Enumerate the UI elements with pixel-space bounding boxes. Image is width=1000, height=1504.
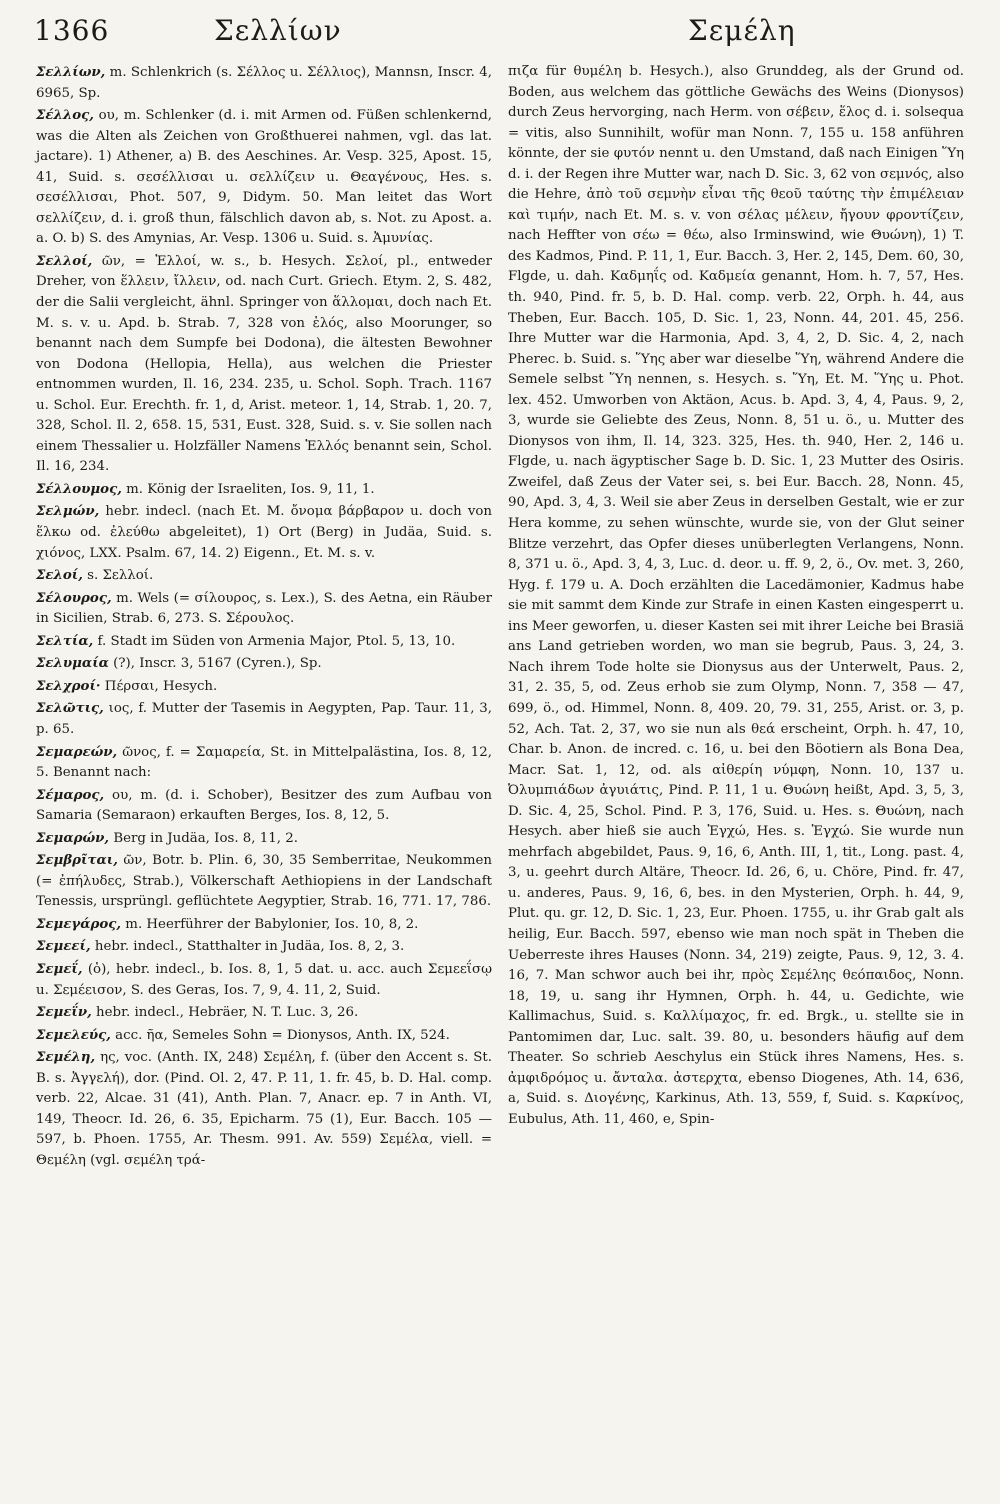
dictionary-entry bbox=[36, 959, 492, 1001]
entry-text: ιος, f. Mutter der Tasemis in Aegypten, Pap. Taur. 11, 3, p. 65. bbox=[36, 701, 492, 737]
dictionary-entry bbox=[36, 936, 492, 958]
entry-text: m. Heerführer der Babylonier, Ios. 10, 8, 2. bbox=[121, 916, 419, 932]
entry-headword: Σεμελεύς, bbox=[36, 1026, 111, 1043]
entry-headword: Σεμαρεών, bbox=[36, 743, 118, 760]
entry-headword: Σελλίων, bbox=[36, 64, 106, 80]
entry-headword: Σεμβρῖται, bbox=[36, 852, 118, 869]
entry-text: ης, voc. (Anth. IX, 248) Σεμέλη, f. (über den Accent s. St. B. s. Ἀγγελή), dor. (Pind. Ol. 2, 47. P. 11, 1. fr. 45, b. D. Hal. comp. verb. 22, Alcae. 31 (41), Anth. Plan. 7, Anacr. ep. 7 in Anth. VI, 149, Theocr. Id. 26, 6. 35, Epicharm. 75 (1), Eur. Bacch. 105 — 597, b. Phoen. 1755, Ar. Thesm. 991. Av. 559) Σεμέλα, viell. = Θεμέλη (vgl. σεμέλη τρά- bbox=[36, 1050, 492, 1168]
entry-text: (ὁ), hebr. indecl., b. Ios. 8, 1, 5 dat. u. acc. auch Σεμεεΐσῳ u. Σεμέεισον, S. des Geras, Ios. 7, 9, 4. 11, 2, Suid. bbox=[36, 961, 492, 998]
entry-text: m. Schlenkrich (s. Σέλλος u. Σέλλιος), Mannsn, Inscr. 4, 6965, Sp. bbox=[36, 65, 492, 101]
dictionary-entry bbox=[36, 565, 492, 587]
dictionary-entry bbox=[36, 676, 492, 698]
entry-text: πιζα für θυμέλη b. Hesych.), also Grunddeg, als der Grund od. Boden, aus welchem das göttliche Gewächs des Weins (Dionysos) durch Zeus hervorging, nach Herm. von σέβειν, ἕλος d. i. solsequa = vitis, also Sunnihilt, wofür man Nonn. 7, 155 u. 158 anführen könnte, der sie φυτόν nennt u. den Umstand, daß nach Einigen Ὕη d. i. der Regen ihre Mutter war, nach D. Sic. 3, 62 von σεμνός, also die Hehre, ἀπὸ τοῦ σεμνὴν εἶναι τῆς θεοῦ ταύτης τὴν ἐπιμέλειαν καὶ τιμήν, nach Et. M. s. v. von σέλας μέλειν, ἤγουν φροντίζειν, nach Heffter von σέω = θέω, also Irminswind, wie Θυώνη), 1) T. des Kadmos, Pind. P. 11, 1, Eur. Bacch. 3, Her. 2, 145, Dem. 60, 30, Flgde, u. dah. Καδμηΐς od. Καδμεία genannt, Hom. h. 7, 57, Hes. th. 940, Pind. fr. 5, b. D. Hal. comp. verb. 22, Orph. h. 44, aus Theben, Eur. Bacch. 105, D. Sic. 1, 23, Nonn. 44, 201. 45, 256. Ihre Mutter war die Harmonia, Apd. 3, 4, 2, D. Sic. 4, 2, nach Pherec. b. Suid. s. Ὕης aber war dieselbe Ὕη, während Andere die Semele selbst Ὕη nennen, s. Hesych. s. Ὕη, Et. M. Ὕης u. Phot. lex. 452. Umworben von Aktäon, Acus. b. Apd. 3, 4, 4, Paus. 9, 2, 3, wurde sie Geliebte des Zeus, Nonn. 8, 51 u. ö., u. Mutter des Dionysos von ihm, Il. 14, 323. 325, Hes. th. 940, Her. 2, 146 u. Flgde, u. nach ägyptischer Sage b. D. Sic. 1, 23 Mutter des Osiris. Zweifel, daß Zeus der Vater sei, s. bei Eur. Bacch. 28, Nonn. 45, 90, Apd. 3, 4, 3. Weil sie aber Zeus in derselben Gestalt, wie er zur Hera komme, zu sehen wünschte, wurde sie, von der Glut seiner Blitze verzehrt, das Opfer dieses unüberlegten Verlangens, Nonn. 8, 371 u. ö., Apd. 3, 4, 3, Luc. d. deor. u. ff. 9, 2, ö., Ov. met. 3, 260, Hyg. f. 179 u. A. Doch erzählten die Lacedämonier, Kadmus habe sie mit sammt dem Kinde zur Strafe in einen Kasten eingesperrt u. ins Meer geworfen, u. dieser Kasten sei mit ihrer Leiche bei Brasiä ans Land getrieben worden, wo man sie begrub, Paus. 3, 24, 3. Nach ihrem Tode holte sie Dionysus aus der Unterwelt, Paus. 2, 31, 2. 35, 5, od. Zeus erhob sie zum Olymp, Nonn. 7, 358 — 47, 699, ö., od. Himmel, Nonn. 8, 409. 20, 79. 31, 255, Arist. or. 3, p. 52, Ach. Tat. 2, 37, wo sie nun als θεά erscheint, Orph. h. 47, 10, Char. b. Anon. de incred. c. 16, u. bei den Böotiern als Bona Dea, Macr. Sat. 1, 12, od. als αἰθερίη νύμφη, Nonn. 10, 137 u. Ὀλυμπιάδων ἀγυιάτις, Pind. P. 11, 1 u. Θυώνη heißt, Apd. 3, 5, 3, D. Sic. 4, 25, Schol. Pind. P. 3, 176, Suid. u. Hes. s. Θυώνη, nach Hesych. aber hieß sie auch Ἐγχώ, Hes. s. Ἐγχώ. Sie wurde nun mehrfach abgebildet, Paus. 9, 16, 6, Anth. III, 1, tit., Long. past. 4, 3, u. geehrt durch Altäre, Theocr. Id. 26, 6, u. Chöre, Pind. fr. 47, u. anderes, Paus. 9, 16, 6, bes. in den Mysterien, Orph. h. 44, 9, Plut. qu. gr. 12, D. Sic. 1, 23, Eur. Phoen. 1755, u. ihr Grab galt als heilig, Eur. Bacch. 597, ebenso wie man noch spät in Theben die Ueberreste ihres Hauses (Nonn. 34, 219) zeigte, Paus. 9, 12, 3. 4. 16, 7. Man schwor auch bei ihr, πρὸς Σεμέλης θεόπαιδος, Nonn. 18, 19, u. sang ihr Hymnen, Orph. h. 44, u. Gedichte, wie Kallimachus, Suid. s. Καλλίμαχος, fr. ed. Brgk., u. stellte sie in Pantomimen dar, Luc. salt. 39. 80, u. besonders häufig auf dem Theater. So schrieb Aeschylus ein Stück ihres Namens, Hes. s. ἀμφιδρόμος u. ἄνταλα. ἀστερχτα, ebenso Diogenes, Ath. 14, 636, a, Suid. s. Διογένης, Karkinus, Ath. 13, 559, f, Suid. s. Καρκίνος, Eubulus, Ath. 11, 460, e, Spin- bbox=[508, 64, 964, 1127]
entry-headword: Σελτία, bbox=[36, 632, 94, 649]
dictionary-entry bbox=[36, 62, 492, 104]
dictionary-entry bbox=[36, 631, 492, 653]
entry-headword: Σέλλος, bbox=[36, 107, 94, 124]
entry-headword: Σεμεΐν, bbox=[36, 1004, 92, 1021]
right-column bbox=[508, 62, 964, 1130]
entry-text: ῶν, Botr. b. Plin. 6, 30, 35 Semberritae, Neukommen (= ἐπήλυδες, Strab.), Völkerschaft Aethiopiens in der Landschaft Tenessis, ursprüngl. geflüchtete Aegyptier, Strab. 16, 771. 17, 786. bbox=[36, 853, 492, 910]
dictionary-entry bbox=[508, 62, 964, 1130]
entry-text: ου, m. (d. i. Schober), Besitzer des zum Aufbau von Samaria (Semaraon) erkauften Berges, Ios. 8, 12, 5. bbox=[36, 787, 492, 824]
dictionary-entry bbox=[36, 479, 492, 501]
entry-headword: Σεμέλη, bbox=[36, 1049, 96, 1066]
entry-text: hebr. indecl. (nach Et. M. ὄνομα βάρβαρον u. doch von ἕλκω od. ἐλεύθω abgeleitet), 1) Ort (Berg) in Judäa, Suid. s. χιόνος, LXX. Psalm. 67, 14. 2) Eigenn., Et. M. s. v. bbox=[36, 504, 492, 561]
dictionary-entry bbox=[36, 785, 492, 827]
entry-headword: Σελοί, bbox=[36, 567, 83, 584]
entry-headword: Σέλλουμος, bbox=[36, 480, 122, 497]
entry-headword: Σελυμαία bbox=[36, 655, 109, 672]
dictionary-entry bbox=[36, 1047, 492, 1171]
dictionary-entry bbox=[36, 653, 492, 675]
entry-text: Πέρσαι, Hesych. bbox=[100, 678, 218, 694]
entry-headword: Σεμεΐ, bbox=[36, 960, 83, 977]
entry-text: Berg in Judäa, Ios. 8, 11, 2. bbox=[109, 830, 298, 846]
entry-text: hebr. indecl., Statthalter in Judäa, Ios. 8, 2, 3. bbox=[90, 939, 405, 955]
entry-headword: Σελχροί· bbox=[36, 677, 101, 694]
dictionary-entry bbox=[36, 850, 492, 913]
entry-text: (?), Inscr. 3, 5167 (Cyren.), Sp. bbox=[108, 656, 322, 672]
entry-headword: Σεμεγάρος, bbox=[36, 915, 122, 932]
entry-text: acc. ῆα, Semeles Sohn = Dionysos, Anth. IX, 524. bbox=[110, 1027, 450, 1043]
entry-headword: Σελμών, bbox=[36, 503, 100, 520]
dictionary-entry bbox=[36, 742, 492, 784]
entry-text: f. Stadt im Süden von Armenia Major, Ptol. 5, 13, 10. bbox=[93, 633, 456, 649]
dictionary-entry bbox=[36, 501, 492, 564]
entry-text: m. Wels (= σίλουρος, s. Lex.), S. des Aetna, ein Räuber in Sicilien, Strab. 6, 273. S. Σέρουλος. bbox=[36, 590, 492, 627]
entry-headword: Σελλοί, bbox=[36, 252, 93, 269]
dictionary-entry bbox=[36, 105, 492, 250]
entry-headword: Σέλουρος, bbox=[36, 589, 112, 606]
entry-text: hebr. indecl., Hebräer, N. T. Luc. 3, 26. bbox=[91, 1005, 359, 1021]
entry-headword: Σελῶτις, bbox=[36, 700, 104, 717]
dictionary-entry bbox=[36, 1002, 492, 1024]
left-column bbox=[36, 62, 492, 1171]
entry-text: ου, m. Schlenker (d. i. mit Armen od. Füßen schlenkernd, was die Alten als Zeichen von Großthuerei nahmen, vgl. das lat. jactare). 1) Athener, a) B. des Aeschines. Ar. Vesp. 325, Apost. 15, 41, Suid. s. σεσέλλισαι u. σελλίζειν u. Θεαγένους, Hes. s. σεσέλλισαι, Phot. 507, 9, Didym. 50. Man leitet das Wort σελλίζειν, d. i. groß thun, fälschlich davon ab, s. Not. zu Apost. a. a. O. b) S. des Amynias, Ar. Vesp. 1306 u. Suid. s. Ἀμυνίας. bbox=[36, 108, 492, 247]
dictionary-entry bbox=[36, 251, 492, 478]
dictionary-entry bbox=[36, 588, 492, 630]
entry-headword: Σεμεεί, bbox=[36, 938, 91, 955]
dictionary-entry bbox=[36, 914, 492, 936]
entry-text: m. König der Israeliten, Ios. 9, 11, 1. bbox=[121, 481, 375, 497]
entry-text: ῶνος, f. = Σαμαρεία, St. in Mittelpalästina, Ios. 8, 12, 5. Benannt nach: bbox=[36, 744, 492, 781]
entry-headword: Σεμαρών, bbox=[36, 829, 110, 846]
running-head-left: Σελλίων bbox=[214, 14, 342, 47]
entry-headword: Σέμαρος, bbox=[36, 786, 105, 803]
dictionary-entry bbox=[36, 828, 492, 850]
dictionary-entry bbox=[36, 698, 492, 740]
entry-text: s. Σελλοί. bbox=[82, 568, 154, 584]
running-head-right: Σεμέλη bbox=[688, 14, 796, 47]
dictionary-entry bbox=[36, 1025, 492, 1047]
page-number: 1366 bbox=[34, 14, 110, 47]
entry-text: ῶν, = Ἑλλοί, w. s., b. Hesych. Σελοί, pl., entweder Dreher, von ἕλλειν, ἴλλειν, od. nach Curt. Griech. Etym. 2, S. 482, der die Salii vergleicht, ähnl. Springer von ἅλλομαι, doch nach Et. M. s. v. u. Apd. b. Strab. 7, 328 von ἑλός, also Moorunger, so benannt nach dem Sumpfe bei Dodona), die ältesten Bewohner von Dodona (Hellopia, Hella), aus welchen die Priester entnommen wurden, Il. 16, 234. 235, u. Schol. Soph. Trach. 1167 u. Schol. Eur. Erechth. fr. 1, d, Arist. meteor. 1, 14, Strab. 1, 20. 7, 328, Schol. Il. 2, 658. 15, 531, Eust. 328, Suid. s. v. Sie sollen nach einem Thessalier u. Holzfäller Namens Ἑλλός benannt sein, Schol. Il. 16, 234. bbox=[36, 253, 492, 475]
